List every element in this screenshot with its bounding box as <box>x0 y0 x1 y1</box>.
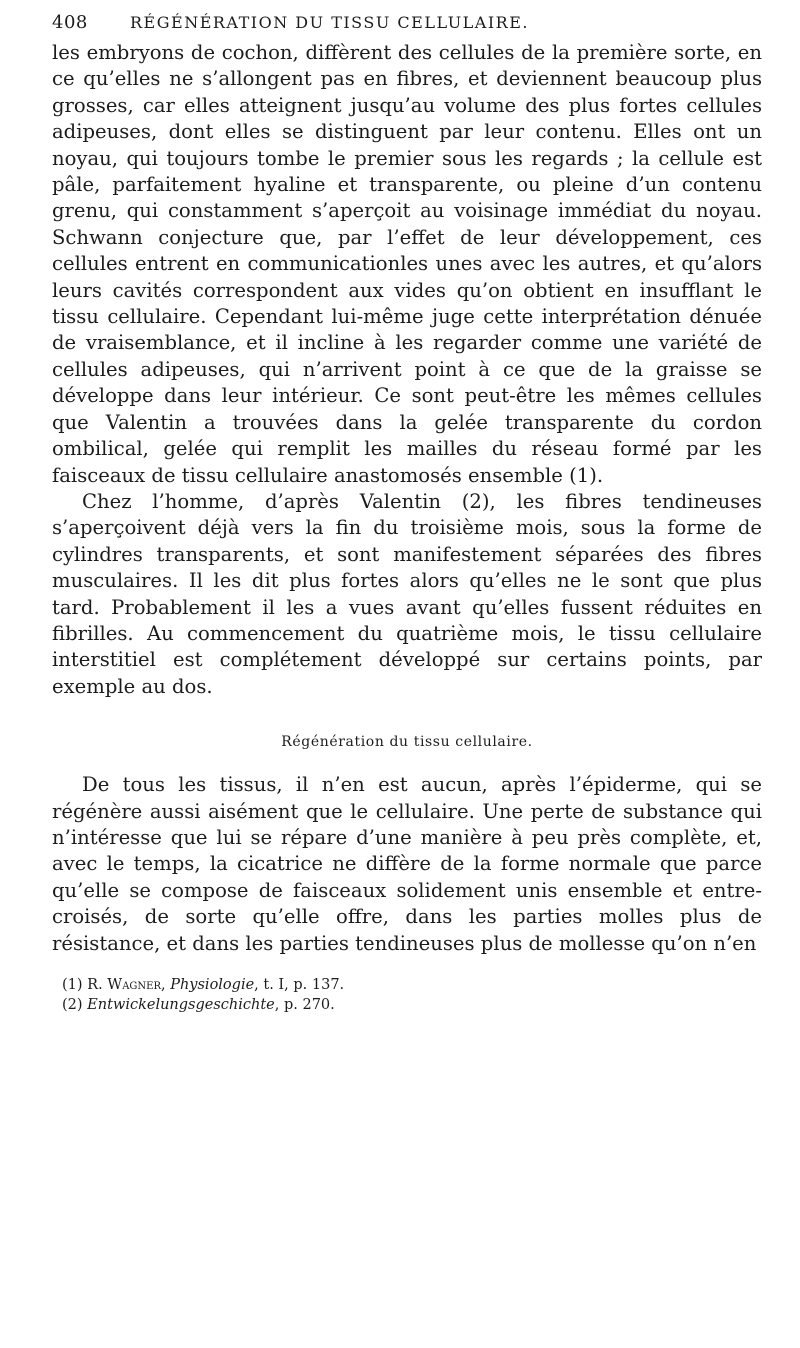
footnote-work: Entwickelungsgeschichte <box>87 997 275 1013</box>
section-heading: Régénération du tissu cellulaire. <box>281 734 533 751</box>
footnote-2 <box>62 995 762 1015</box>
page-number: 408 <box>52 12 88 33</box>
footnote-1 <box>62 975 762 995</box>
footnote-author: R. Wagner, <box>87 977 166 993</box>
section-paragraph: De tous les tissus, il n’en est aucun, après l’épiderme, qui se régénère aussi aisément que le cellulaire. Une perte de substance qui n’intéresse que lui se répare d’une manière à peu près complète, et, avec le temps, la cicatrice ne diffère de la forme normale que parce qu’elle se compose de faisceaux solidement unis ensemble et entre-croisés, de sorte qu’elle offre, dans les parties molles plus de résistance, et dans les parties tendineuses plus de mollesse qu’on n’en <box>52 773 762 955</box>
footnote-reference: , t. I, p. 137. <box>254 977 345 993</box>
running-title: RÉGÉNÉRATION DU TISSU CELLULAIRE. <box>130 13 529 32</box>
body-paragraph-2: Chez l’homme, d’après Valentin (2), les fibres tendineuses s’aperçoivent déjà vers la fin du troisième mois, sous la forme de cylindres transparents, et sont manifestement séparées des fibres musculaires. Il les dit plus fortes alors qu’elles ne le sont que plus tard. Probablement il les a vues avant qu’elles fussent réduites en fibrilles. Au commencement du quatrième mois, le tissu cellulaire interstitiel est complétement développé sur certains points, par exemple au dos. <box>52 489 762 698</box>
body-paragraph-1: les embryons de cochon, diffèrent des cellules de la première sorte, en ce qu’elles ne s’allongent pas en fibres, et deviennent beaucoup plus grosses, car elles atteignent jusqu’au volume des plus fortes cellules adipeuses, dont elles se distinguent par leur contenu. Elles ont un noyau, qui toujours tombe le premier sous les regards ; la cellule est pâle, parfaitement hyaline et transparente, ou pleine d’un contenu grenu, qui constamment s’aperçoit au voisinage immédiat du noyau. Schwann conjecture que, par l’effet de leur développement, ces cellules entrent en communicationles unes avec les autres, et qu’alors leurs cavités correspondent aux vides qu’on obtient en insufflant le tissu cellulaire. Cependant lui-même juge cette interprétation dénuée de vraisemblance, et il incline à les regarder comme une variété de cellules adipeuses, qui n’arrivent point à ce que de la graisse se développe dans leur intérieur. Ce sont peut-être les mêmes cellules que Valentin a trouvées dans la gelée transparente du cordon ombilical, gelée qui remplit les mailles du réseau formé par les faisceaux de tissu cellulaire anastomosés ensemble (1). <box>52 41 762 487</box>
footnote-marker: (2) <box>62 997 83 1013</box>
footnote-work: Physiologie <box>170 977 255 993</box>
footnotes <box>52 975 762 1015</box>
running-head <box>52 12 762 40</box>
footnote-marker: (1) <box>62 977 83 993</box>
footnote-reference: , p. 270. <box>274 997 335 1013</box>
